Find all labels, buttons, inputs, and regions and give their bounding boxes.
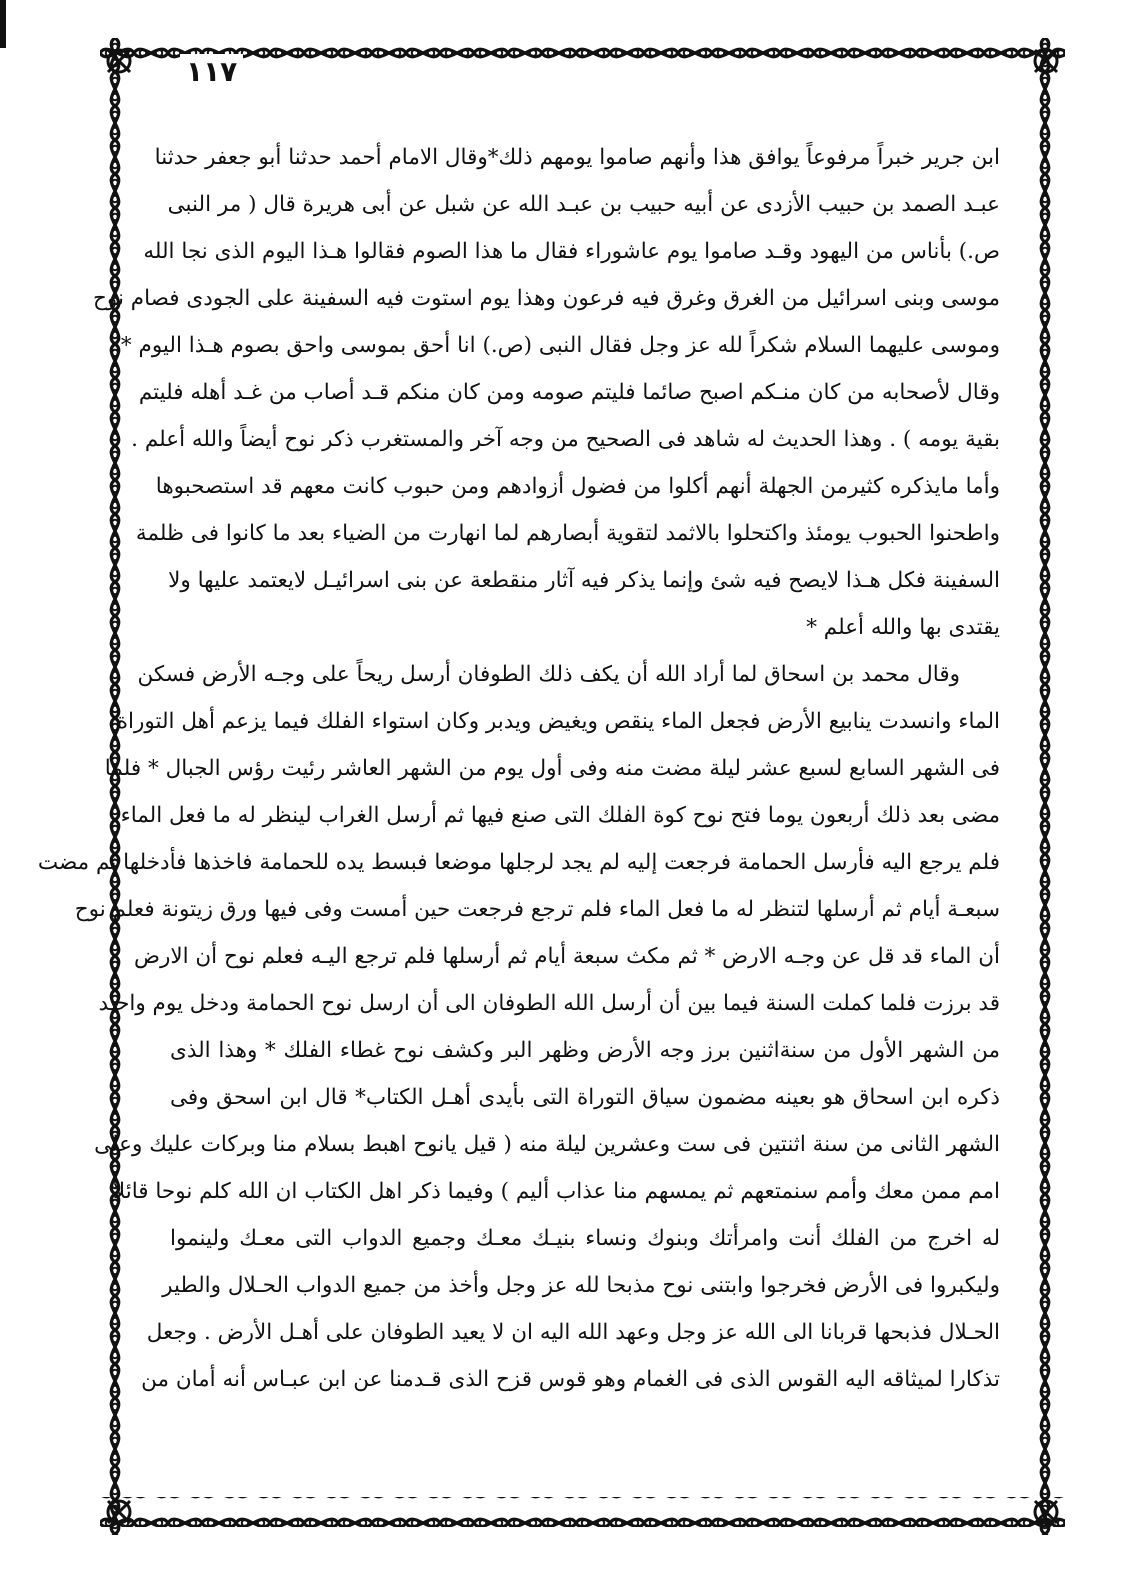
text-line: مضى بعد ذلك أربعون يوما فتح نوح كوة الفلك التى صنع فيها ثم أرسل الغراب لينظر له ما فعل الماء — [120, 803, 1000, 828]
text-line: السفينة فكل هـذا لايصح فيه شئ وإنما يذكر فيه آثار منقطعة عن بنى اسرائيـل لايعتمد عليها ولا — [168, 568, 1000, 593]
text-line: ابن جرير خبراً مرفوعاً يوافق هذا وأنهم صاموا يومهم ذلك*وقال الامام أحمد حدثنا أبو جعفر حدثنا — [154, 145, 1000, 170]
text-line: ص.) بأناس من اليهود وقـد صاموا يوم عاشوراء فقال ما هذا الصوم فقالوا هـذا اليوم الذى نجا الله — [143, 239, 1000, 264]
text-line: وقال محمد بن اسحاق لما أراد الله أن يكف ذلك الطوفان أرسل ريحاً على وجـه الأرض فسكن — [137, 662, 960, 687]
scan-edge-mark — [0, 0, 6, 48]
ornamental-page-frame — [37, 38, 1065, 1535]
text-line: واطحنوا الحبوب يومئذ واكتحلوا بالاثمد لتقوية أبصارهم لما انهارت من الضياء بعد ما كانوا فى ظلمة — [135, 521, 1000, 546]
text-line: عبـد الصمد بن حبيب الأزدى عن أبيه حبيب بن عبـد الله عن شبل عن أبى هريرة قال ( مر النبى — [167, 192, 1000, 217]
text-line: يقتدى بها والله أعلم * — [806, 615, 1000, 640]
text-line: وموسى عليهما السلام شكراً لله عز وجل فقال النبى (ص.) انا أحق بموسى واحق بصوم هـذا اليوم * — [120, 333, 1000, 358]
text-line: أن الماء قد قل عن وجـه الارض * ثم مكث سبعة أيام ثم أرسلها فلم ترجع اليـه فعلم نوح أن الارض — [133, 944, 1000, 969]
text-line: ذكره ابن اسحاق هو بعينه مضمون سياق التوراة التى بأيدى أهـل الكتاب* قال ابن اسحق وفى — [170, 1085, 1000, 1110]
text-line: الحـلال فذبحها قربانا الى الله عز وجل وعهد الله اليه ان لا يعيد الطوفان على أهـل الأرض . وجعل — [146, 1320, 1000, 1345]
text-line: الشهر الثانى من سنة اثنتين فى ست وعشرين ليلة منه ( قيل يانوح اهبط بسلام منا وبركات عليك وعلى — [94, 1132, 1000, 1157]
text-line: قد برزت فلما كملت السنة فيما بين أن أرسل الله الطوفان الى أن ارسل نوح الحمامة ودخل يوم واحـد — [98, 991, 1000, 1016]
text-line: وأما مايذكره كثيرمن الجهلة أنهم أكلوا من فضول أزوادهم ومن حبوب كانت معهم قد استصحبوها — [155, 474, 1000, 499]
text-line: سبعـة أيام ثم أرسلها لتنظر له ما فعل الماء فلم ترجع فرجعت حين أمست وفى فيها ورق زيتونة فعلم نوح — [74, 897, 1000, 922]
text-line: تذكارا لميثاقه اليه القوس الذى فى الغمام وهو قوس قزح الذى قـدمنا عن ابن عبـاس أنه أمان من — [141, 1367, 1000, 1392]
text-line: امم ممن معك وأمم سنمتعهم ثم يمسهم منا عذاب أليم ) وفيما ذكر اهل الكتاب ان الله كلم نوحا قائلا — [112, 1179, 1000, 1204]
text-line: فى الشهر السابع لسبع عشر ليلة مضت منه وفى أول يوم من الشهر العاشر رئيت رؤس الجبال * فلما — [104, 756, 1000, 781]
text-line: من الشهر الأول من سنةاثنين برز وجه الأرض وظهر البر وكشف نوح غطاء الفلك * وهذا الذى — [170, 1038, 1000, 1063]
page-body-text — [37, 134, 1000, 1403]
text-line: الماء وانسدت ينابيع الأرض فجعل الماء ينقص ويغيض ويدبر وكان استواء الفلك فيما يزعم أهل التوراة — [116, 709, 1000, 734]
text-line: وليكبروا فى الأرض فخرجوا وابتنى نوح مذبحا لله عز وجل وأخذ من جميع الدواب الحـلال والطير — [162, 1273, 1000, 1298]
text-line: له اخرج من الفلك أنت وامرأتك وبنوك ونساء بنيـك معـك وجميع الدواب التى معـك ولينموا — [170, 1226, 1000, 1251]
text-line: فلم يرجع اليه فأرسل الحمامة فرجعت إليه لم يجد لرجلها موضعا فبسط يده للحمامة فاخذها فأدخلها ثم مضت — [37, 850, 1000, 875]
text-line: موسى وبنى اسرائيل من الغرق وغرق فيه فرعون وهذا يوم استوت فيه السفينة على الجودى فصام نوح — [92, 286, 1000, 311]
page-number: ١١٧ — [180, 54, 243, 90]
text-line: وقال لأصحابه من كان منـكم اصبح صائما فليتم صومه ومن كان منكم قـد أصاب من غـد أهله فليتم — [138, 380, 1000, 405]
text-line: بقية يومه ) . وهذا الحديث له شاهد فى الصحيح من وجه آخر والمستغرب ذكر نوح أيضاً والله أعلم . — [131, 427, 1000, 452]
